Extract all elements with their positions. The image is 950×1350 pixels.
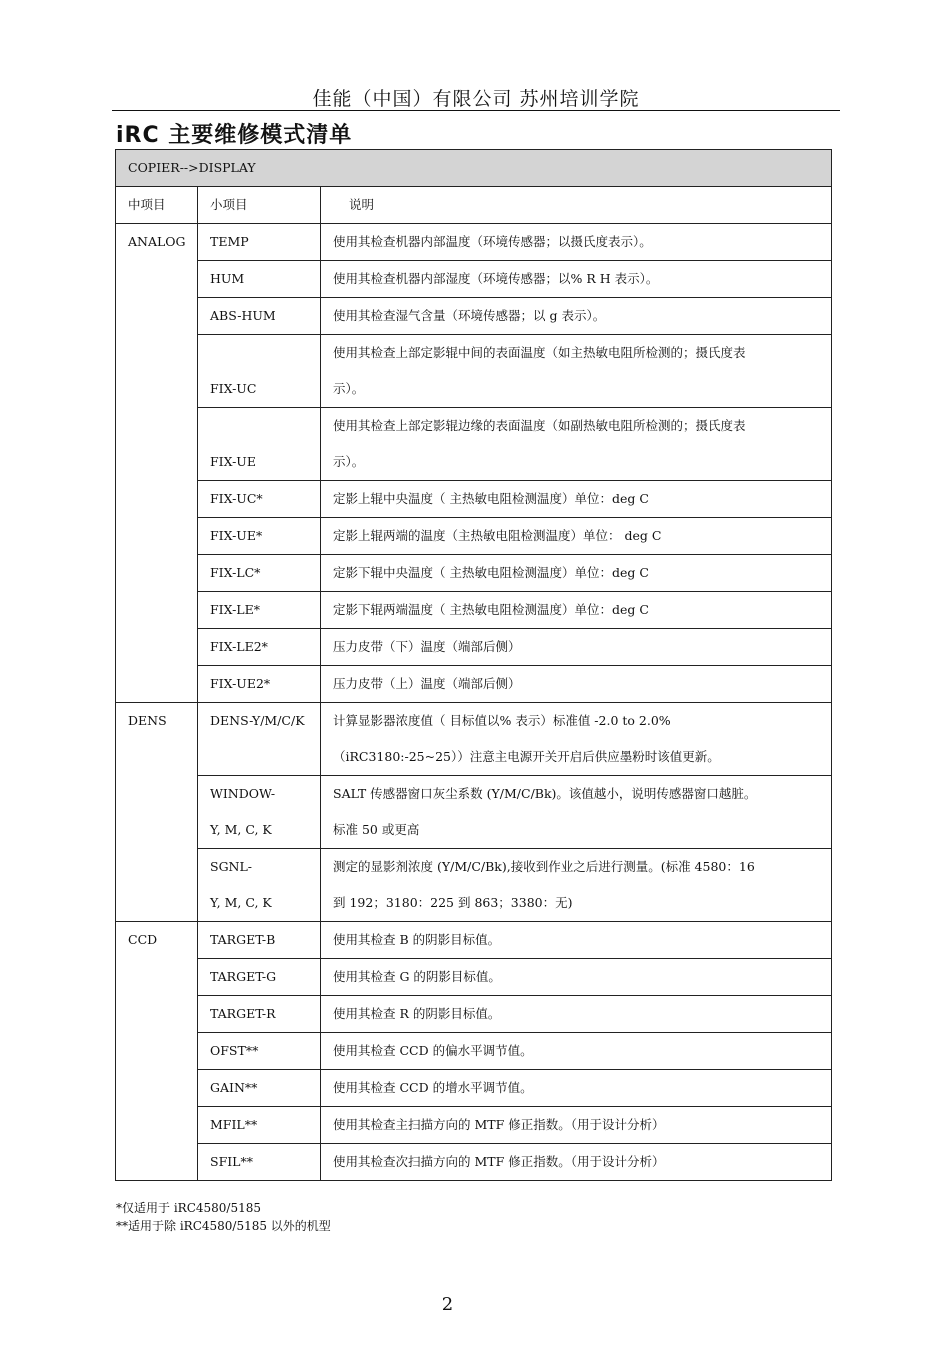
sub-item-line: ABS-HUM — [210, 308, 276, 323]
sub-item-cell — [198, 1070, 321, 1107]
description-line: 使用其检查主扫描方向的 MTF 修正指数。（用于设计分析） — [333, 1117, 665, 1132]
sub-item-cell — [198, 1107, 321, 1144]
table-row — [116, 849, 832, 922]
sub-item-line: FIX-LC* — [210, 565, 261, 580]
sub-item-cell — [198, 261, 321, 298]
description-line: 使用其检查机器内部温度（环境传感器；以摄氏度表示）。 — [333, 234, 652, 249]
table-row — [116, 298, 832, 335]
description-cell — [321, 224, 832, 261]
sub-item-line: TARGET-G — [210, 969, 277, 984]
sub-item-line: MFIL** — [210, 1117, 258, 1132]
description-line: （iRC3180:-25~25））注意主电源开关开启后供应墨粉时该值更新。 — [333, 749, 720, 764]
table-row — [116, 408, 832, 481]
description-cell — [321, 408, 832, 481]
description-line: 使用其检查湿气含量（环境传感器；以 g 表示）。 — [333, 308, 606, 323]
description-line: 压力皮带（上）温度（端部后侧） — [333, 676, 521, 691]
description-cell — [321, 1070, 832, 1107]
sub-item-cell — [198, 996, 321, 1033]
table-row — [116, 666, 832, 703]
mid-item-cell: DENS — [116, 703, 198, 922]
table-row — [116, 224, 832, 261]
sub-item-cell — [198, 298, 321, 335]
sub-item-cell — [198, 849, 321, 922]
sub-item-cell — [198, 922, 321, 959]
description-line: 压力皮带（下）温度（端部后侧） — [333, 639, 521, 654]
description-line: 到 192；3180：225 到 863；3380：无) — [333, 895, 573, 910]
sub-item-cell — [198, 1033, 321, 1070]
description-cell — [321, 776, 832, 849]
table-row — [116, 629, 832, 666]
header-description: 说明 — [321, 187, 832, 224]
description-line: SALT 传感器窗口灰尘系数 (Y/M/C/Bk)。该值越小，说明传感器窗口越脏。 — [333, 786, 757, 801]
description-cell — [321, 666, 832, 703]
sub-item-line: SFIL** — [210, 1154, 253, 1169]
sub-item-cell — [198, 592, 321, 629]
description-line: 使用其检查 G 的阴影目标值。 — [333, 969, 501, 984]
description-line: 使用其检查次扫描方向的 MTF 修正指数。（用于设计分析） — [333, 1154, 665, 1169]
sub-item-line: GAIN** — [210, 1080, 258, 1095]
sub-item-cell — [198, 776, 321, 849]
sub-item-line: OFST** — [210, 1043, 259, 1058]
sub-item-cell — [198, 1144, 321, 1181]
header-sub-item: 小项目 — [198, 187, 321, 224]
sub-item-line: TARGET-B — [210, 932, 276, 947]
footnote-double-star: **适用于除 iRC4580/5185 以外的机型 — [116, 1219, 331, 1233]
sub-item-line — [210, 408, 308, 444]
sub-item-line: DENS-Y/M/C/K — [210, 713, 305, 728]
description-line: 计算显影器浓度值（ 目标值以% 表示）标准值 -2.0 to 2.0% — [333, 713, 671, 728]
page-header: 佳能（中国）有限公司 苏州培训学院 — [312, 88, 640, 110]
table-row — [116, 1033, 832, 1070]
sub-item-cell — [198, 481, 321, 518]
sub-item-cell — [198, 629, 321, 666]
page-number: 2 — [441, 1294, 454, 1315]
table-row — [116, 261, 832, 298]
table-row — [116, 1144, 832, 1181]
sub-item-cell — [198, 666, 321, 703]
description-cell — [321, 629, 832, 666]
header-divider — [112, 110, 840, 111]
description-cell — [321, 555, 832, 592]
sub-item-line: Y, M, C, K — [210, 895, 272, 910]
description-line: 标准 50 或更高 — [333, 822, 420, 837]
sub-item-line: FIX-UC — [210, 381, 257, 396]
description-cell — [321, 481, 832, 518]
description-cell — [321, 298, 832, 335]
description-line: 示）。 — [333, 381, 365, 396]
description-cell — [321, 703, 832, 776]
sub-item-line: HUM — [210, 271, 245, 286]
table-row — [116, 518, 832, 555]
description-cell — [321, 849, 832, 922]
maintenance-mode-table — [115, 149, 832, 1181]
sub-item-line: FIX-UE — [210, 454, 256, 469]
description-line: 定影上辊中央温度（ 主热敏电阻检测温度）单位：deg C — [333, 491, 649, 506]
table-row — [116, 703, 832, 776]
sub-item-line — [210, 335, 308, 371]
footnote-single-star: *仅适用于 iRC4580/5185 — [116, 1201, 261, 1215]
description-cell — [321, 261, 832, 298]
sub-item-cell — [198, 518, 321, 555]
sub-item-cell — [198, 959, 321, 996]
sub-item-line: FIX-LE2* — [210, 639, 268, 654]
header-row — [116, 187, 832, 224]
description-cell — [321, 996, 832, 1033]
description-cell — [321, 592, 832, 629]
sub-item-cell — [198, 408, 321, 481]
table-row — [116, 1070, 832, 1107]
table-row — [116, 776, 832, 849]
table-row — [116, 922, 832, 959]
sub-item-line: FIX-UE* — [210, 528, 263, 543]
description-line: 使用其检查上部定影辊中间的表面温度（如主热敏电阻所检测的；摄氏度表 — [333, 345, 746, 360]
sub-item-line: Y, M, C, K — [210, 822, 272, 837]
mid-item-cell: ANALOG — [116, 224, 198, 703]
sub-item-cell — [198, 555, 321, 592]
table-row — [116, 481, 832, 518]
sub-item-line: FIX-UC* — [210, 491, 263, 506]
sub-item-cell — [198, 703, 321, 776]
description-cell — [321, 335, 832, 408]
description-line: 使用其检查 CCD 的偏水平调节值。 — [333, 1043, 533, 1058]
sub-item-line — [210, 739, 308, 775]
header-mid-item: 中项目 — [116, 187, 198, 224]
section-title: COPIER-->DISPLAY — [116, 150, 832, 187]
mid-item-cell: CCD — [116, 922, 198, 1181]
sub-item-cell — [198, 335, 321, 408]
section-row — [116, 150, 832, 187]
description-line: 使用其检查 R 的阴影目标值。 — [333, 1006, 501, 1021]
sub-item-cell — [198, 224, 321, 261]
table-row — [116, 335, 832, 408]
table-row — [116, 555, 832, 592]
sub-item-line: TEMP — [210, 234, 249, 249]
description-cell — [321, 518, 832, 555]
description-line: 示）。 — [333, 454, 365, 469]
sub-item-line: SGNL- — [210, 859, 253, 874]
description-line: 使用其检查 B 的阴影目标值。 — [333, 932, 501, 947]
description-line: 测定的显影剂浓度 (Y/M/C/Bk),接收到作业之后进行测量。(标准 4580：16 — [333, 859, 755, 874]
description-line: 定影上辊两端的温度（主热敏电阻检测温度）单位： deg C — [333, 528, 662, 543]
table-row — [116, 592, 832, 629]
table-row — [116, 959, 832, 996]
description-line: 使用其检查机器内部湿度（环境传感器；以% R H 表示）。 — [333, 271, 659, 286]
sub-item-line: WINDOW- — [210, 786, 276, 801]
description-line: 定影下辊中央温度（ 主热敏电阻检测温度）单位：deg C — [333, 565, 649, 580]
description-cell — [321, 959, 832, 996]
footnotes — [116, 1199, 331, 1235]
sub-item-line: FIX-UE2* — [210, 676, 271, 691]
sub-item-line: TARGET-R — [210, 1006, 276, 1021]
description-cell — [321, 922, 832, 959]
description-cell — [321, 1107, 832, 1144]
description-cell — [321, 1144, 832, 1181]
sub-item-line: FIX-LE* — [210, 602, 260, 617]
table-row — [116, 996, 832, 1033]
description-line: 使用其检查 CCD 的增水平调节值。 — [333, 1080, 533, 1095]
description-cell — [321, 1033, 832, 1070]
document-title: iRC 主要维修模式清单 — [116, 123, 353, 148]
description-line: 使用其检查上部定影辊边缘的表面温度（如副热敏电阻所检测的；摄氏度表 — [333, 418, 746, 433]
description-line: 定影下辊两端温度（ 主热敏电阻检测温度）单位：deg C — [333, 602, 649, 617]
table-row — [116, 1107, 832, 1144]
